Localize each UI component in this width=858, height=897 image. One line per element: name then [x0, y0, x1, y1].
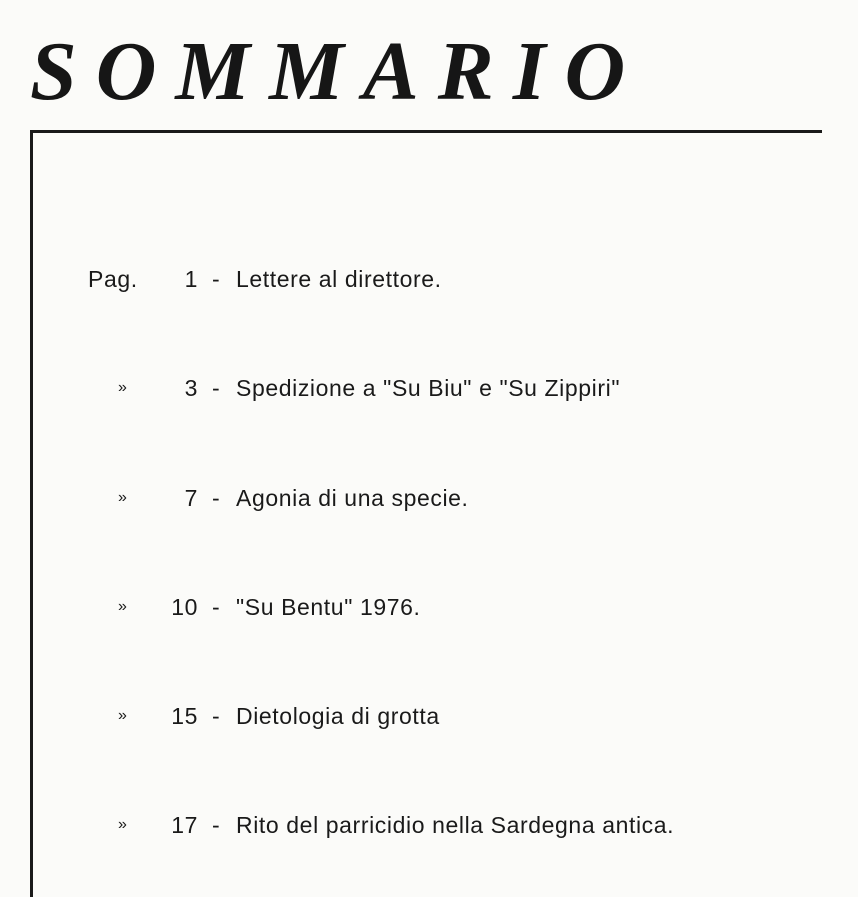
page-number: 1 — [184, 266, 198, 292]
page-number: 7 — [184, 485, 198, 511]
toc-entry — [0, 587, 858, 627]
separator: - — [212, 703, 221, 729]
toc-entry — [0, 478, 858, 518]
separator: - — [212, 266, 221, 292]
toc-entry — [0, 805, 858, 845]
ditto-mark: » — [118, 707, 128, 724]
separator: - — [212, 812, 221, 838]
entry-title: Agonia di una specie. — [236, 485, 469, 511]
toc-entry — [0, 259, 858, 299]
separator: - — [212, 594, 221, 620]
entry-title: Lettere al direttore. — [236, 266, 442, 292]
toc-entry — [0, 696, 858, 736]
top-rule — [30, 130, 822, 133]
entry-title: Rito del parricidio nella Sardegna antica. — [236, 812, 675, 838]
separator: - — [212, 375, 221, 401]
toc-entry — [0, 368, 858, 408]
page-number: 10 — [171, 594, 198, 620]
ditto-mark: » — [118, 489, 128, 506]
page-title: SOMMARIO — [30, 25, 645, 118]
page-prefix: Pag. — [88, 266, 138, 292]
page-number: 3 — [184, 375, 198, 401]
entry-title: Dietologia di grotta — [236, 703, 440, 729]
ditto-mark: » — [118, 598, 128, 615]
page-number: 15 — [171, 703, 198, 729]
entry-title: Spedizione a "Su Biu" e "Su Zippiri" — [236, 375, 621, 401]
separator: - — [212, 485, 221, 511]
ditto-mark: » — [118, 379, 128, 396]
page-number: 17 — [171, 812, 198, 838]
ditto-mark: » — [118, 816, 128, 833]
entry-title: "Su Bentu" 1976. — [236, 594, 421, 620]
